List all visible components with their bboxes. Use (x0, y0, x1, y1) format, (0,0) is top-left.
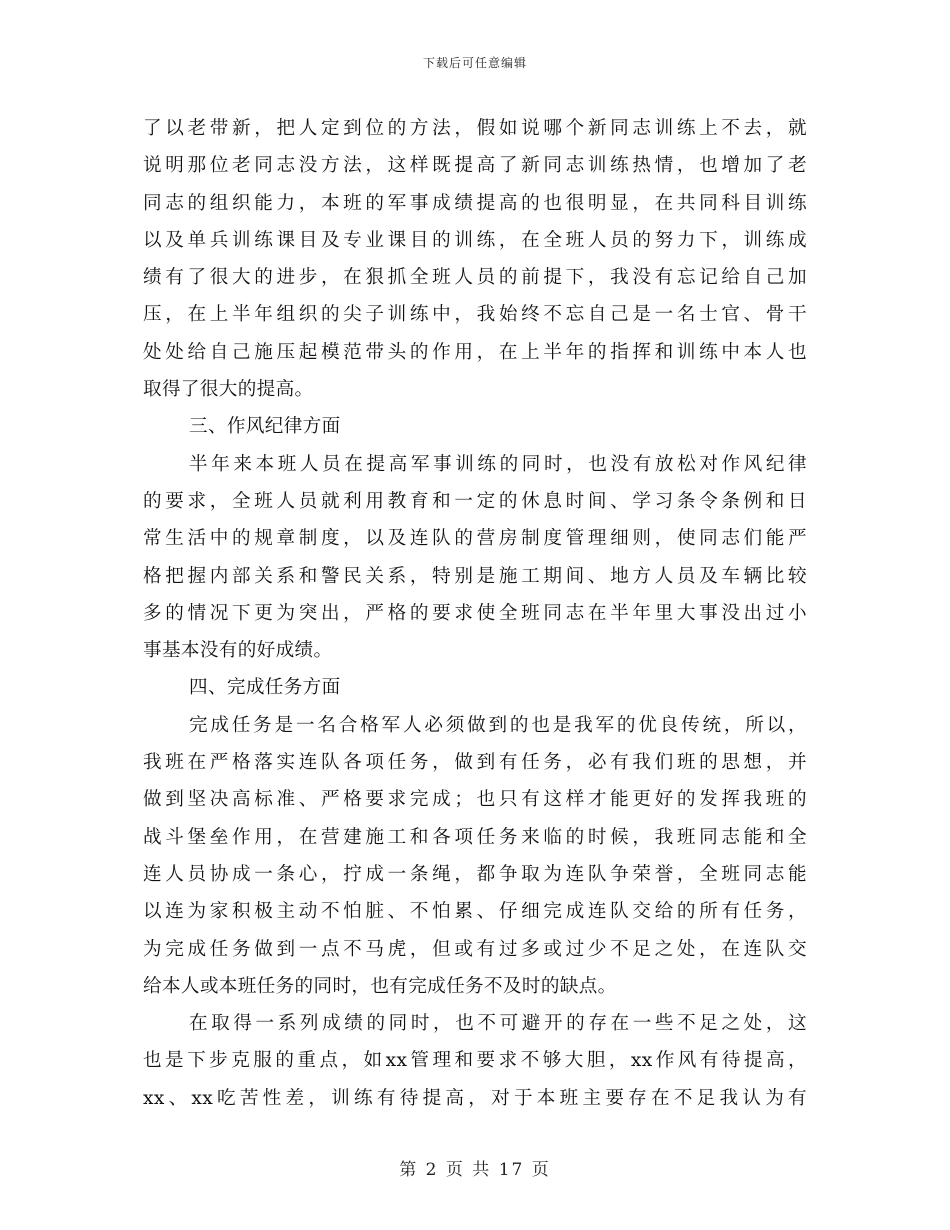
text-line: 给本人或本班任务的同时，也有完成任务不及时的缺点。 (143, 975, 617, 997)
text-line: 事基本没有的好成绩。 (143, 640, 333, 662)
text-line: 战斗堡垒作用，在营建施工和各项任务来临的时候，我班同志能和全 (143, 826, 807, 848)
text-line: 我班在严格落实连队各项任务，做到有任务，必有我们班的思想，并 (143, 752, 807, 774)
text-line: 半年来本班人员在提高军事训练的同时，也没有放松对作风纪律 (189, 453, 807, 475)
section-heading: 三、作风纪律方面 (189, 416, 341, 438)
text-line: 的要求，全班人员就利用教育和一定的休息时间、学习条令条例和日 (143, 490, 807, 512)
text-line: 做到坚决高标准、严格要求完成；也只有这样才能更好的发挥我班的 (143, 789, 807, 811)
text-line: 在取得一系列成绩的同时，也不可避开的存在一些不足之处，这 (189, 1013, 807, 1035)
document-body (143, 110, 807, 1117)
text-line: 常生活中的规章制度，以及连队的营房制度管理细则，使同志们能严 (143, 528, 807, 550)
text-line: 同志的组织能力，本班的军事成绩提高的也很明显，在共同科目训练 (143, 192, 807, 214)
text-line: 以及单兵训练课目及专业课目的训练，在全班人员的努力下，训练成 (143, 229, 807, 251)
section-heading: 四、完成任务方面 (189, 677, 341, 699)
text-line: 格把握内部关系和警民关系，特别是施工期间、地方人员及车辆比较 (143, 565, 807, 587)
text-line: xx、xx吃苦性差，训练有待提高，对于本班主要存在不足我认为有 (143, 1087, 807, 1109)
text-line: 说明那位老同志没方法，这样既提高了新同志训练热情，也增加了老 (143, 155, 807, 177)
text-line: 连人员协成一条心，拧成一条绳，都争取为连队争荣誉，全班同志能 (143, 863, 807, 885)
text-line: 绩有了很大的进步，在狠抓全班人员的前提下，我没有忘记给自己加 (143, 267, 807, 289)
text-line: 以连为家积极主动不怕脏、不怕累、仔细完成连队交给的所有任务， (143, 901, 807, 923)
text-line: 为完成任务做到一点不马虎，但或有过多或过少不足之处，在连队交 (143, 938, 807, 960)
text-line: 压，在上半年组织的尖子训练中，我始终不忘自己是一名士官、骨干 (143, 304, 807, 326)
text-line: 了以老带新，把人定到位的方法，假如说哪个新同志训练上不去，就 (143, 118, 807, 139)
page-number: 第 2 页 共 17 页 (399, 1160, 551, 1180)
text-line: 取得了很大的提高。 (143, 379, 314, 401)
page-header: 下载后可任意编辑 (422, 56, 527, 70)
text-line: 多的情况下更为突出，严格的要求使全班同志在半年里大事没出过小 (143, 602, 807, 624)
text-line: 也是下步克服的重点，如xx管理和要求不够大胆，xx作风有待提高， (143, 1050, 807, 1072)
text-line: 完成任务是一名合格军人必须做到的也是我军的优良传统，所以， (189, 714, 807, 736)
text-line: 处处给自己施压起模范带头的作用，在上半年的指挥和训练中本人也 (143, 341, 807, 363)
